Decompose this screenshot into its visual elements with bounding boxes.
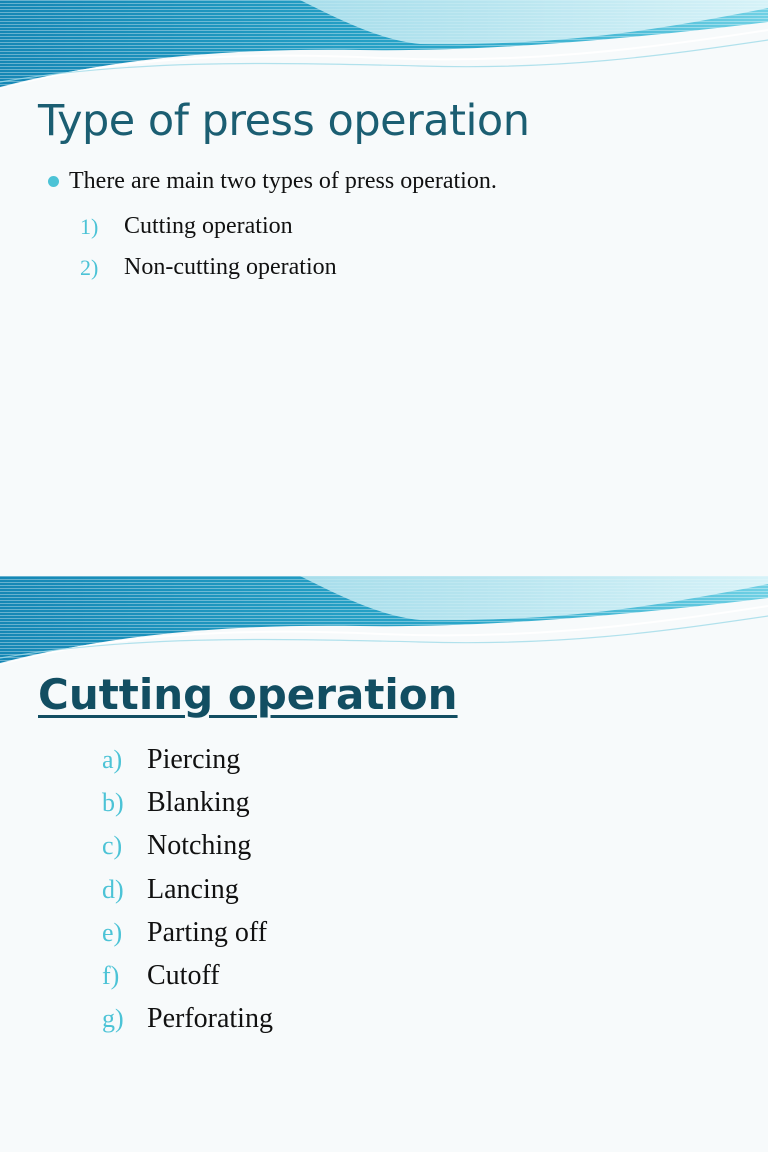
list-item [102,781,273,824]
list-marker: 1) [80,213,99,239]
list-item-text: Blanking [147,786,250,818]
slide-title: Cutting operation [38,670,458,719]
list-item-text: Cutting operation [124,213,293,239]
list-marker: c) [102,831,123,861]
slide-title: Type of press operation [38,96,530,146]
numbered-list [80,206,337,288]
list-marker: f) [102,961,120,991]
bullet-item [48,168,497,195]
bullet-text: There are main two types of press operation. [69,168,497,194]
list-marker: g) [102,1004,124,1034]
list-item [102,738,273,781]
list-item-text: Lancing [147,873,239,905]
list-item-text: Cutoff [147,960,220,992]
list-marker: b) [102,787,124,817]
list-item [102,954,273,997]
slide-2 [0,576,768,1152]
list-item-text: Perforating [147,1003,273,1035]
list-marker: 2) [80,254,99,280]
list-marker: a) [102,744,123,774]
list-item [102,911,273,954]
wave-header-decoration [0,576,768,666]
list-item [102,825,273,868]
list-item [102,998,273,1041]
list-marker: e) [102,917,123,947]
list-item [80,247,337,288]
list-item [102,868,273,911]
bullet-dot-icon [48,176,59,187]
list-item-text: Notching [147,830,252,862]
list-item-text: Non-cutting operation [124,254,337,280]
list-item-text: Piercing [147,743,241,775]
list-marker: d) [102,874,124,904]
wave-header-decoration [0,0,768,90]
lettered-list [102,738,273,1041]
list-item [80,206,337,247]
list-item-text: Parting off [147,916,268,948]
